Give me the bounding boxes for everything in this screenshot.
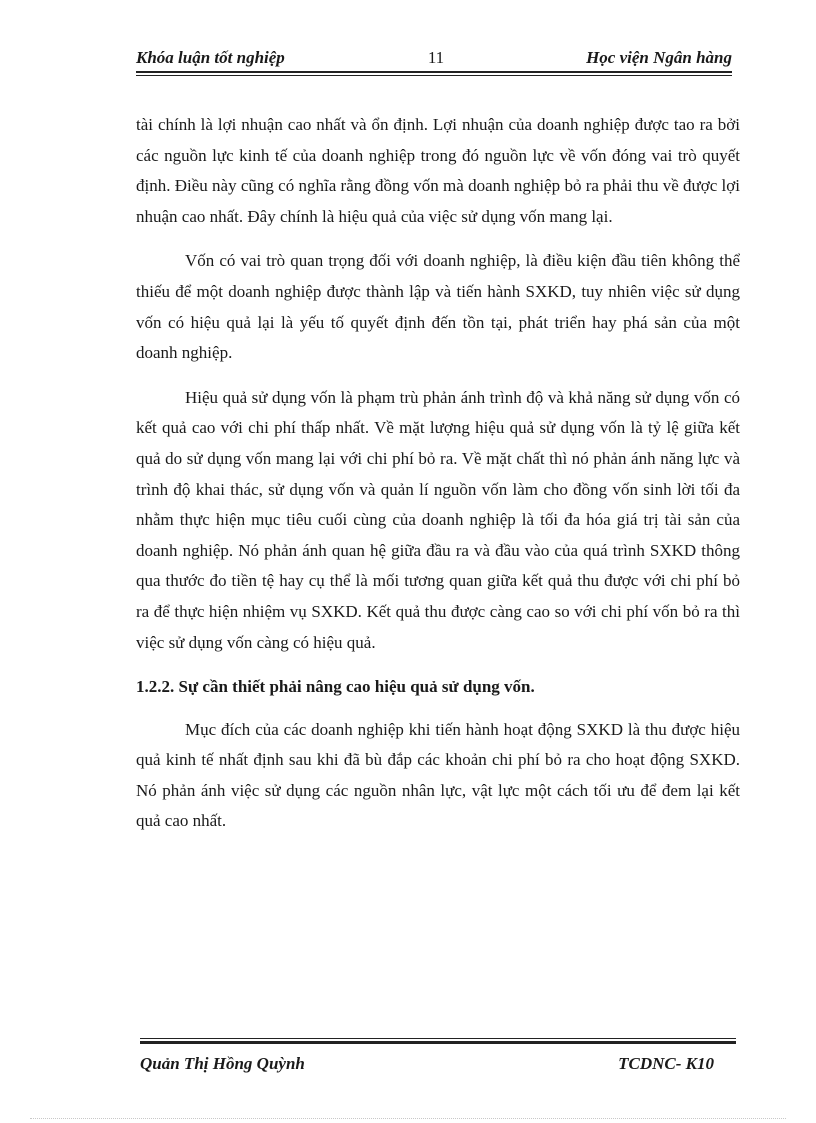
section-heading: 1.2.2. Sự cần thiết phải nâng cao hiệu quả sử dụng vốn. — [136, 677, 535, 697]
page-edge-divider — [30, 1118, 786, 1119]
page-header — [136, 46, 732, 72]
footer-rule-thick — [140, 1041, 736, 1044]
header-thesis-title: Khóa luận tốt nghiệp — [136, 48, 285, 67]
paragraph-2: Vốn có vai trò quan trọng đối với doanh nghiệp, là điều kiện đầu tiên không thể thiếu để một doanh nghiệp được thành lập và tiến hành SXKD, tuy nhiên việc sử dụng vốn có hiệu quả lại là yếu tố quyết định đến tồn tại, phát triển hay phá sản của một doanh nghiệp. — [136, 251, 740, 363]
footer-author: Quản Thị Hồng Quỳnh — [140, 1054, 305, 1073]
footer-class-code: TCDNC- K10 — [618, 1054, 714, 1073]
page-body — [136, 110, 740, 851]
page-number: 11 — [427, 48, 445, 67]
paragraph-4: Mục đích của các doanh nghiệp khi tiến hành hoạt động SXKD là thu được hiệu quả kinh tế nhất định sau khi đã bù đắp các khoản chi phí bỏ ra cho hoạt động SXKD. Nó phản ánh việc sử dụng các nguồn nhân lực, vật lực một cách tối ưu để đem lại kết quả cao nhất. — [136, 719, 740, 831]
paragraph-1: tài chính là lợi nhuận cao nhất và ổn định. Lợi nhuận của doanh nghiệp được tao ra bởi các nguồn lực kinh tế của doanh nghiệp trong đó nguồn lực về vốn đóng vai trò quyết định. Điều này cũng có nghĩa rằng đồng vốn mà doanh nghiệp bỏ ra phải thu về được lợi nhuận cao nhất. Đây chính là hiệu quả của việc sử dụng vốn mang lại. — [136, 115, 740, 226]
footer-rule-thin — [140, 1038, 736, 1039]
paragraph-3: Hiệu quả sử dụng vốn là phạm trù phản ánh trình độ và khả năng sử dụng vốn có kết quả cao với chi phí thấp nhất. Về mặt lượng hiệu quả sử dụng vốn là tỷ lệ giữa kết quả do sử dụng vốn mang lại với chi phí bỏ ra. Về mặt chất thì nó phản ánh năng lực và trình độ khai thác, sử dụng vốn và quản lí nguồn vốn làm cho đồng vốn sinh lời tối đa nhằm thực hiện mục tiêu cuối cùng của doanh nghiệp là tối đa hóa giá trị tài sản của doanh nghiệp. Nó phản ánh quan hệ giữa đầu ra và đầu vào của quá trình SXKD thông qua thước đo tiền tệ hay cụ thể là mối tương quan giữa kết quả thu được với chi phí bỏ ra để thực hiện nhiệm vụ SXKD. Kết quả thu được càng cao so với chi phí vốn bỏ ra thì việc sử dụng vốn càng có hiệu quả. — [136, 387, 740, 652]
header-institution: Học viện Ngân hàng — [586, 48, 732, 67]
header-rule-thick — [136, 71, 732, 73]
header-rule-thin — [136, 75, 732, 76]
